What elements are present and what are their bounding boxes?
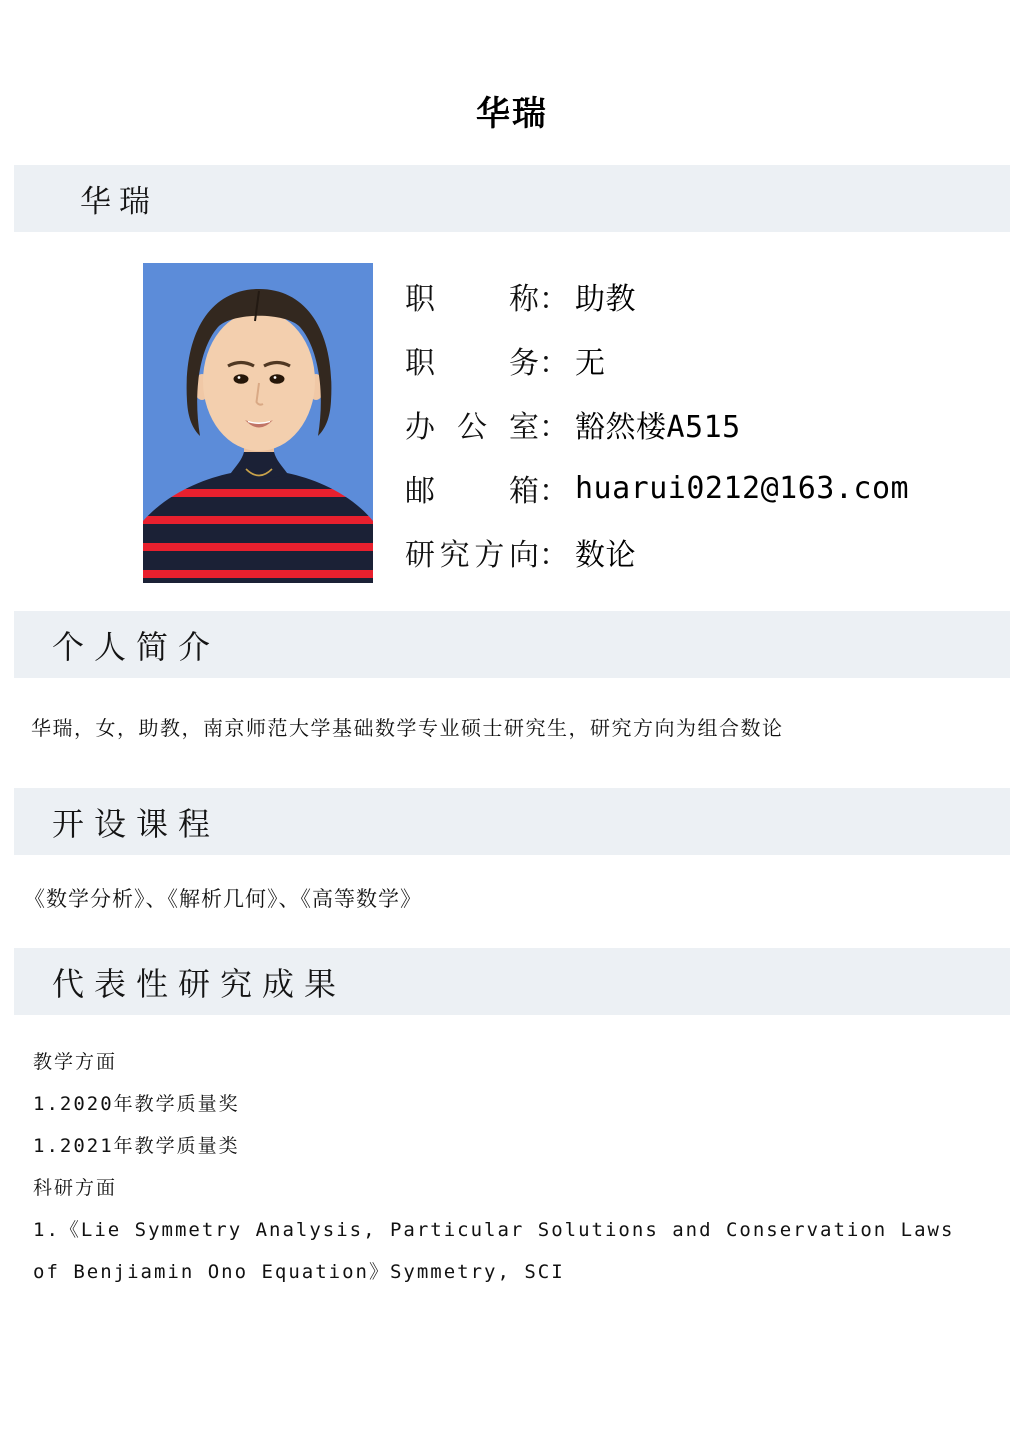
info-label: 职称: [405, 283, 539, 316]
info-list: [405, 263, 909, 583]
info-row-title: [405, 264, 909, 328]
info-label: 职务: [405, 347, 539, 380]
info-colon: ：: [539, 411, 569, 444]
info-value-position: 无: [575, 346, 606, 381]
section-banner-bio: [14, 611, 1010, 678]
info-row-research: [405, 520, 909, 584]
info-row-office: [405, 392, 909, 456]
info-value-research: 数论: [575, 538, 636, 573]
page-title: 华瑞: [476, 95, 548, 133]
info-label: 办公室: [405, 411, 539, 444]
info-row-position: [405, 328, 909, 392]
info-colon: ：: [539, 347, 569, 380]
section-title-courses: 开设课程: [52, 805, 221, 842]
info-value-email: huarui0212@163.com: [575, 470, 910, 506]
info-colon: ：: [539, 475, 569, 508]
courses-line: 《数学分析》、《解析几何》、《高等数学》: [24, 887, 422, 911]
info-value-title: 助教: [575, 282, 636, 317]
info-colon: ：: [539, 539, 569, 572]
info-row-email: [405, 456, 909, 520]
achievement-line-award-2020: 1.2020年教学质量奖: [33, 1093, 240, 1115]
achievement-line-award-2021: 1.2021年教学质量类: [33, 1135, 240, 1157]
achievements-list: [33, 1041, 994, 1293]
name-banner-label: 华瑞: [80, 184, 158, 219]
profile-photo: [143, 263, 373, 583]
achievement-line-teaching-header: 教学方面: [33, 1051, 118, 1073]
info-colon: ：: [539, 283, 569, 316]
section-title-achievements: 代表性研究成果: [52, 965, 347, 1002]
portrait-illustration: [143, 263, 373, 583]
section-title-bio: 个人简介: [52, 628, 221, 665]
profile-block: [0, 263, 1024, 583]
section-banner-courses: [14, 788, 1010, 855]
info-value-office: 豁然楼A515: [575, 410, 741, 445]
info-label: 邮箱: [405, 475, 539, 508]
achievement-line-research-header: 科研方面: [33, 1177, 118, 1199]
bio-paragraph: 华瑞，女，助教，南京师范大学基础数学专业硕士研究生，研究方向为组合数论: [31, 718, 784, 740]
name-banner: [14, 165, 1010, 232]
achievement-line-publication: 1.《Lie Symmetry Analysis, Particular Solutions and Conservation Laws of Benjiamin Ono Equation》Symmetry, SCI: [33, 1219, 955, 1283]
info-label: 研究方向: [405, 539, 539, 572]
section-banner-achievements: [14, 948, 1010, 1015]
